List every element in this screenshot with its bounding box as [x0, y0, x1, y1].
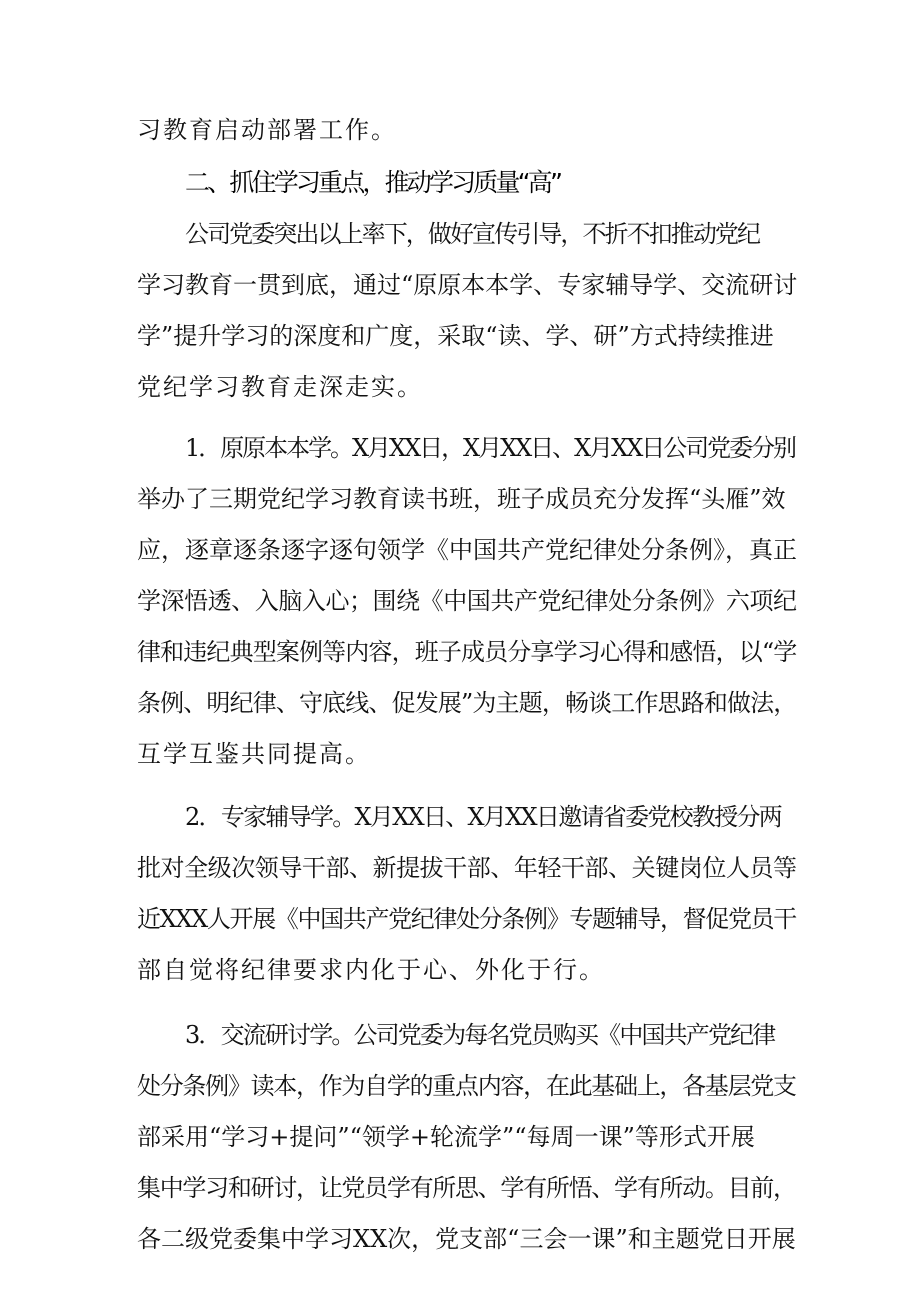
text-line: 公司党委突出以上率下，做好宣传引导，不折不扣推动党纪 — [185, 220, 760, 248]
text-line: 各二级党委集中学习XX次，党支部“三会一课”和主题党日开展 — [137, 1225, 796, 1253]
text-line: 部自觉将纪律要求内化于心、外化于行。 — [137, 956, 605, 984]
text-line: 互学互鉴共同提高。 — [137, 740, 371, 768]
text-line: 学习教育一贯到底，通过“原原本本学、专家辅导学、交流研讨 — [137, 271, 798, 299]
text-line: 学”提升学习的深度和广度，采取“读、学、研”方式持续推进 — [137, 322, 774, 350]
text-line: 律和违纪典型案例等内容，班子成员分享学习心得和感悟，以“学 — [137, 638, 797, 666]
text-line: 2．专家辅导学。X月XX日、X月XX日邀请省委党校教授分两 — [185, 803, 782, 831]
text-line: 集中学习和研讨，让党员学有所思、学有所悟、学有所动。目前， — [137, 1174, 796, 1202]
text-line: 学深悟透、入脑入心；围绕《中国共产党纪律处分条例》六项纪 — [137, 587, 797, 615]
text-line: 3．交流研讨学。公司党委为每名党员购买《中国共产党纪律 — [185, 1021, 775, 1049]
text-line: 近XXX人开展《中国共产党纪律处分条例》专题辅导，督促党员干 — [137, 905, 796, 933]
text-line: 部采用“学习+提问”“领学+轮流学”“每周一课”等形式开展 — [137, 1123, 755, 1151]
text-line: 应，逐章逐条逐字逐句领学《中国共产党纪律处分条例》，真正 — [137, 536, 797, 564]
text-line: 党纪学习教育走深走实。 — [137, 373, 423, 401]
text-line: 习教育启动部署工作。 — [137, 116, 397, 144]
text-line: 1．原原本本学。X月XX日，X月XX日、X月XX日公司党委分别 — [185, 434, 796, 462]
text-line: 举办了三期党纪学习教育读书班，班子成员充分发挥“头雁”效 — [137, 485, 786, 513]
section-heading: 二、抓住学习重点，推动学习质量“高” — [185, 168, 561, 197]
text-line: 条例、明纪律、守底线、促发展”为主题，畅谈工作思路和做法， — [137, 689, 797, 717]
text-line: 批对全级次领导干部、新提拔干部、年轻干部、关键岗位人员等 — [137, 854, 797, 882]
text-line: 处分条例》读本，作为自学的重点内容，在此基础上，各基层党支 — [137, 1072, 796, 1100]
